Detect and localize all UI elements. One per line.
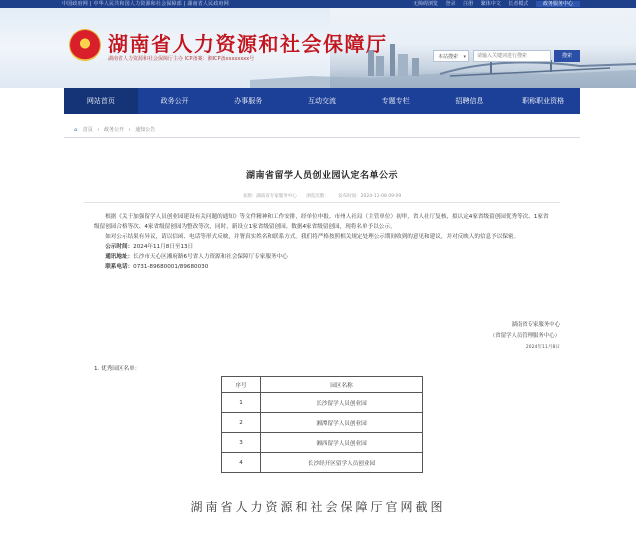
contact-phone <box>94 262 550 272</box>
period-label: 公示时间： <box>105 244 134 250</box>
table-row <box>222 393 423 413</box>
table-cell-name: 长沙经开区留学人员创业园 <box>261 453 423 473</box>
top-link-register[interactable]: 注册 <box>463 1 474 7</box>
period-value: 2024年11月8日至13日 <box>133 244 194 250</box>
top-bar-right <box>407 0 580 8</box>
nav-item-titles[interactable]: 职称职业资格 <box>522 97 565 105</box>
signature-org: 湖南省专家服务中心 <box>511 322 560 328</box>
nav-item-gov-info[interactable]: 政务公开 <box>160 97 189 105</box>
table-row <box>222 413 423 433</box>
breadcrumb-item[interactable]: 政务公开 <box>103 127 124 133</box>
article-title: 湖南省留学人员创业园认定名单公示 <box>245 171 398 181</box>
article-views: 浏览次数： <box>306 194 329 199</box>
service-center-button[interactable]: 政务服务中心 <box>536 1 580 7</box>
title-divider <box>84 202 560 203</box>
table-cell-no: 4 <box>222 453 261 473</box>
publicity-period <box>94 242 550 252</box>
top-link-accessibility[interactable]: 无障碍浏览 <box>412 1 438 7</box>
article-meta <box>64 193 580 199</box>
top-bar-left-links[interactable]: 中国政府网 | 中华人民共和国人力资源和社会保障部 | 湖南省人民政府网 <box>62 1 229 7</box>
article-paragraph: 根据《关于加强留学人员创业园建设有关问题的通知》等文件精神和工作安排，经单位申报、市州人社局（主管单位）初审，省人社厅复核，拟认定4家省级留创园优秀等次、1家省级留创园合格等次、4家省级留创园为整改等次，同时，新设立1家省级留创园。数据4家省级留创园，现将名单予以公示。 <box>94 214 549 230</box>
article-container <box>64 148 580 488</box>
address-value: 长沙市天心区湘府路6号省人力资源和社会保障厅专家服务中心 <box>133 254 288 260</box>
phone-label: 联系电话： <box>105 264 134 270</box>
breadcrumb-divider <box>64 137 580 138</box>
mailing-address <box>94 252 550 262</box>
site-title[interactable]: 湖南省人力资源和社会保障厅 <box>108 32 388 56</box>
table-header-no: 序号 <box>222 377 261 393</box>
top-link-traditional[interactable]: 繁体中文 <box>480 1 501 7</box>
article-source: 来源：湖南省专家服务中心 <box>242 194 297 199</box>
table-cell-name: 湘西留学人员创业园 <box>261 433 423 453</box>
signature-sub: （省留学人员管理服务中心） <box>489 333 560 339</box>
nav-item-topics[interactable]: 专题专栏 <box>381 97 410 105</box>
breadcrumb-separator: › <box>128 127 131 133</box>
table-cell-no: 2 <box>222 413 261 433</box>
table-cell-name: 长沙留学人员创业园 <box>261 393 423 413</box>
site-header <box>0 8 636 88</box>
top-bar <box>0 0 636 8</box>
top-link-elder-mode[interactable]: 长者模式 <box>508 1 529 7</box>
nav-item-interaction[interactable]: 互动交流 <box>308 97 337 105</box>
article-paragraph: 如对公示结果有异议，请以信函、电话等形式反映，并署真实姓名和联系方式。我们将严格按照相关规定处理公示期间收到的意见和建议，并对反映人的信息予以保密。 <box>105 234 520 240</box>
search-scope-select[interactable]: 本站搜索 ▾ <box>433 50 469 62</box>
table-cell-no: 3 <box>222 433 261 453</box>
address-label: 通讯地址： <box>105 254 134 260</box>
table-row <box>222 453 423 473</box>
table-cell-name: 湘潭留学人员创业园 <box>261 413 423 433</box>
nav-item-home[interactable]: 网站首页 <box>64 88 138 114</box>
park-name-table <box>221 376 423 473</box>
table-cell-no: 1 <box>222 393 261 413</box>
nav-item-services[interactable]: 办事服务 <box>234 97 263 105</box>
top-link-login[interactable]: 登录 <box>445 1 456 7</box>
table-header-name: 园区名称 <box>261 377 423 393</box>
signature-block <box>420 320 560 353</box>
search-bar <box>433 50 580 64</box>
phone-value: 0731-89680001/89680030 <box>133 264 209 270</box>
national-emblem-icon <box>70 30 100 60</box>
home-icon[interactable]: ⌂ <box>74 127 78 133</box>
breadcrumb <box>74 126 155 133</box>
search-button[interactable]: 搜索 <box>554 50 580 62</box>
site-subtitle: 湖南省人力资源和社会保障厅主办 ICP备案：湘ICP备xxxxxxxx号 <box>108 56 255 62</box>
main-nav <box>64 88 580 114</box>
breadcrumb-item[interactable]: 通知公告 <box>135 127 156 133</box>
nav-item-jobs[interactable]: 招聘信息 <box>455 97 484 105</box>
breadcrumb-item[interactable]: 首页 <box>82 127 93 133</box>
article-date: 发布时间：2024-11-08 09:09 <box>338 194 402 199</box>
breadcrumb-separator: › <box>97 127 100 133</box>
image-caption: 湖南省人力资源和社会保障厅官网截图 <box>190 500 446 514</box>
list-intro: 1. 优秀园区名单： <box>94 366 141 372</box>
table-row <box>222 433 423 453</box>
search-input[interactable] <box>473 50 551 62</box>
signature-date: 2024年11月8日 <box>525 345 560 350</box>
article-body <box>94 212 550 272</box>
table-header-row <box>222 377 423 393</box>
